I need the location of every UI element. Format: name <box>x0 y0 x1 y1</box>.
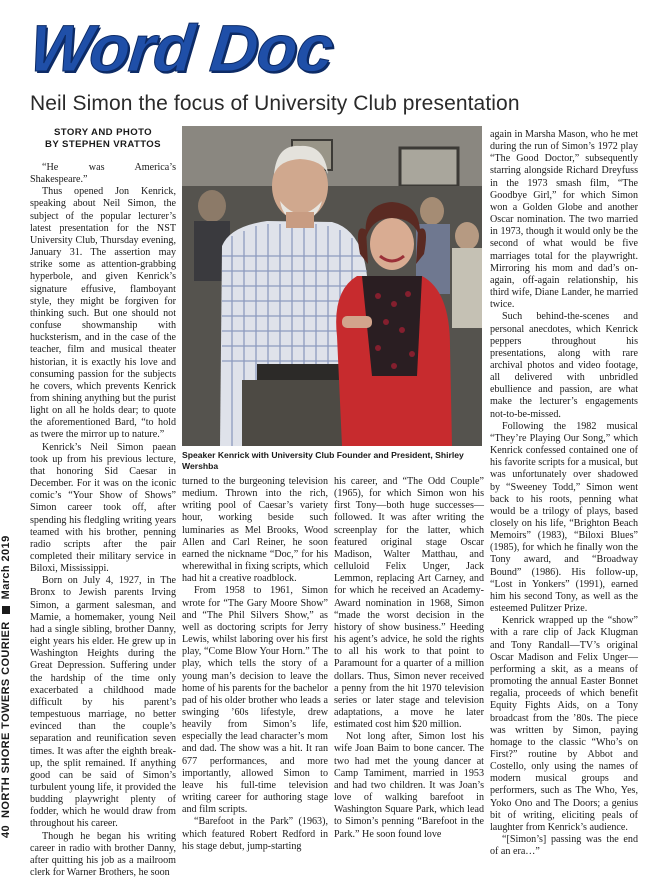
page-number: 40 <box>0 824 12 838</box>
paragraph: his career, and “The Odd Couple” (1965), for which Simon won his first Tony—both huge successes—followed. It was after writing the screenplay for the latter, which featured original stage Oscar Madison, Walter Matthau, and celluloid Felix Unger, Jack Lemmon, replacing Art Carney, and for which he received an Academy-Award nomination in 1968, Simon “made the worst decision in the history of show business.” Heeding his agent’s advice, he sold the rights to all his work to that point to Paramount for a quarter of a million dollars. Thus, Simon never received a penny from the hit 1970 television series or later stage and television adaptations, a move he later estimated cost him $20 million. <box>334 476 484 731</box>
paragraph: turned to the burgeoning television medium. Thrown into the rich, writing pool of Caesar’s variety hour, working beside such luminaries as Mel Brooks, Wood Allen and Carl Reiner, he soon earned the nickname “Doc,” for his wherewithal in fixing scripts, which had hit a creative roadblock. <box>182 476 328 585</box>
byline <box>30 127 176 151</box>
paragraph: Born on July 4, 1927, in The Bronx to Jewish parents Irving Simon, a garment salesman, and Mamie, a homemaker, young Neil had a single sibling, brother Danny, eight years his elder. He grew up in Washington Heights during the Great Depression. Suffering under the hardship of the time only exacerbated a childhood made difficult by his parent’s tempestuous marriage, no better evinced than the couple’s separation and reunification seven times. It was after the eighth break-up, the split remained. If anything good can be said of Simon’s turbulent young life, it provided the budding playwright plenty of fodder, which he would draw from throughout his career. <box>30 575 176 830</box>
article-photo <box>182 126 482 446</box>
byline-line-1: STORY AND PHOTO <box>53 127 153 138</box>
issue-date: March 2019 <box>0 535 12 600</box>
paragraph: From 1958 to 1961, Simon wrote for “The Gary Moore Show” and “The Phil Silvers Show,” as well as doctoring scripts for Jerry Lewis, whilst laboring over his first play, “Come Blow Your Horn.” The play, which tells the story of a young man’s decision to leave the home of his parents for the bachelor pad of his older brother who leads a swinging ’60s lifestyle, drew heavily from Simon’s life, especially the lead character’s mom and dad. The show was a hit. It ran 677 performances, and more importantly, allowed Simon to leave his full-time television writing career for authoring stage and film scripts. <box>182 585 328 816</box>
paragraph: Though he began his writing career in radio with brother Danny, after quitting his job as a mailroom clerk for Warner Brothers, he soon <box>30 830 176 879</box>
column-masthead: Word Doc <box>26 11 337 85</box>
paragraph: “Barefoot in the Park” (1963), which featured Robert Redford in his stage debut, jump-starting <box>182 816 328 852</box>
photo-caption: Speaker Kenrick with University Club Founder and President, Shirley Wershba <box>182 450 464 471</box>
paragraph: Kenrick’s Neil Simon paean took up from his previous lecture, that honoring Sid Caesar in December. For it was on the iconic comic’s “Your Show of Shows” Simon career took off, after spending his fledgling writing years teamed with his brother, penning radio scripts after the pair completed their military service in Biloxi, Mississippi. <box>30 441 176 575</box>
article-headline: Neil Simon the focus of University Club presentation <box>30 92 520 115</box>
paragraph: “He was America’s Shakespeare.” <box>30 162 176 186</box>
paragraph: Not long after, Simon lost his wife Joan Baim to bone cancer. The two had met the young dancer at Camp Tamiment, married in 1953 and had two children. It was Joan’s love of walking barefoot in Washington Square Park, which lead to Simon’s penning “Barefoot in the Park.” He soon found love <box>334 731 484 840</box>
article-column-4 <box>490 129 638 858</box>
paragraph: Kenrick wrapped up the “show” with a rare clip of Jack Klugman and Tony Randall—TV’s original Oscar Madison and Felix Unger—performing a skit, as a means of promoting the annual Easter Bonnet regalia, proceeds of which benefit Equity Fights Aids, on a Tony broadcast from the ’80s. The piece was written by Simon, paying homage to the classic “Who’s on First?” routine by Abbot and Costello, only using the names of modern musical groups and performers, such as The Who, Yes, Yoko Ono and The Doors; a genius bit of writing, eliciting peals of laughter from Kenrick’s audience. <box>490 615 638 833</box>
photo-illustration <box>182 126 482 446</box>
article-column-3 <box>334 476 484 841</box>
paragraph: Following the 1982 musical “They’re Playing Our Song,” which Kenrick confessed contained one of his favorite scripts for a musical, but was unfortunately over shadowed by “Sweeney Todd,” Simon went back to his roots, penning what would be a trilogy of plays, based closely on his life, “Brighton Beach Memoirs” (1983), “Biloxi Blues” (1985), for which he finally won the Tony award, and “Broadway Bound” (1986). His follow-up, “Lost in Yonkers” (1991), earned him his second Tony, as well as the esteemed Pulitzer Prize. <box>490 420 638 615</box>
article-column-2 <box>182 476 328 853</box>
byline-line-2: BY STEPHEN VRATTOS <box>45 139 161 150</box>
paragraph: Such behind-the-scenes and personal anecdotes, which Kenrick peppers throughout his presentations, along with rare archival photos and video footage, all delivered with unbridled ebullience and passion, are what make the lecturer’s engagements not-to-be-missed. <box>490 311 638 420</box>
folio-separator <box>2 606 10 614</box>
publication-name: NORTH SHORE TOWERS COURIER <box>0 621 12 818</box>
sidebar-folio <box>0 528 12 838</box>
article-column-1 <box>30 162 176 879</box>
paragraph: again in Marsha Mason, who he met during the run of Simon’s 1972 play “The Good Doctor,” subsequently starring alongside Richard Dreyfuss in the 1973 smash film, “The Goodbye Girl,” for which Simon won a Golden Globe and another Oscar nomination. The two married in 1973, though it would only be the second of what would be five marriages total for the playwright. Mirroring his mom and dad’s on-again, off-again relationship, his third wife, Diane Lander, he married twice. <box>490 129 638 311</box>
page-sidebar <box>2 40 22 846</box>
paragraph: Thus opened Jon Kenrick, speaking about Neil Simon, the subject of the popular lecturer’s latest presentation for the NST University Club, Thursday evening, January 31. The assertion may strike some as attention-grabbing hyperbole, and given Kenrick’s signature effusive, flamboyant style, they might be forgiven for thinking such. But one should not confuse showmanship with hucksterism, and in the case of the teacher, film and musical theater historian, it is exactly his love and consuming passion for the subjects he covers, which prevents Kenrick from shining anything but the purist light on all he holds dear; to quote the aforementioned Bard, “to hold as twere the mirror up to nature.” <box>30 186 176 441</box>
paragraph: “[Simon’s] passing was the end of an era…” <box>490 834 638 858</box>
